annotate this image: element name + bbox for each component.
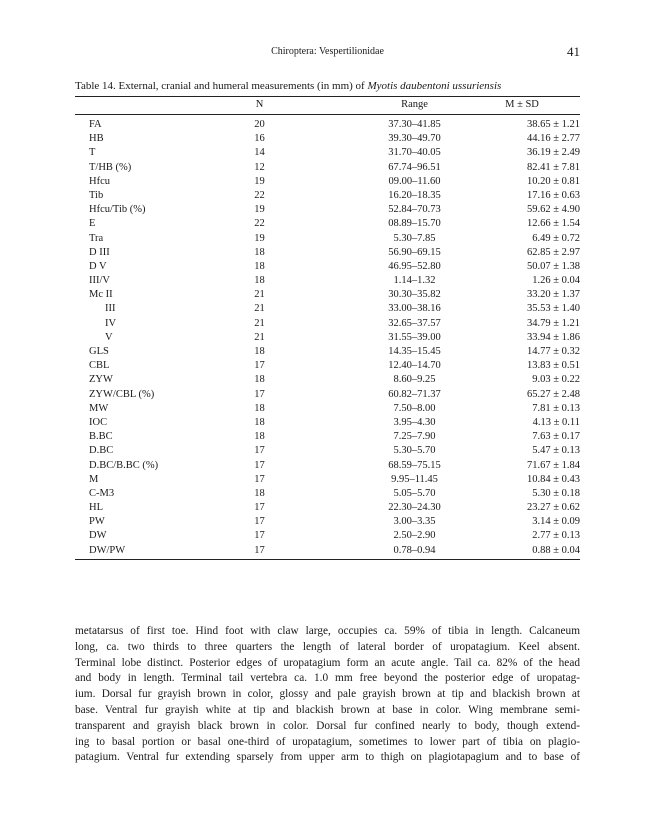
row-msd: 5.30 ± 0.18	[532, 487, 580, 499]
table-row	[75, 486, 580, 500]
row-n: 21	[254, 289, 265, 301]
row-n: 17	[254, 516, 265, 528]
body-line: patagium. Ventral fur extending sparsely from upper arm to thigh on plagiotapagium and to base of	[75, 751, 580, 764]
row-msd: 35.53 ± 1.40	[526, 303, 580, 315]
body-paragraph	[75, 624, 580, 766]
row-n: 18	[254, 374, 265, 386]
row-range: 46.95–52.80	[388, 260, 441, 272]
row-label: Hfcu/Tib (%)	[89, 204, 146, 216]
table-row	[75, 117, 580, 131]
table-row	[75, 216, 580, 230]
row-n: 17	[254, 544, 265, 556]
table-header-row	[75, 97, 580, 114]
measurements-table	[75, 96, 580, 560]
row-range: 3.95–4.30	[393, 416, 436, 428]
body-line: ing to basal portion or basal one-third of uropatagium, sometimes to lower part of tibia on plagio-	[75, 735, 580, 748]
row-range: 09.00–11.60	[388, 175, 441, 187]
row-msd: 44.16 ± 2.77	[526, 133, 580, 145]
row-range: 52.84–70.73	[388, 204, 441, 216]
row-n: 18	[254, 260, 265, 272]
row-msd: 82.41 ± 7.81	[526, 161, 580, 173]
body-line: transparent and grayish black brown in color. Dorsal fur confined nearly to body, though extend-	[75, 719, 580, 732]
table-row	[75, 145, 580, 159]
row-range: 68.59–75.15	[388, 459, 441, 471]
caption-species: Myotis daubentoni ussuriensis	[367, 80, 502, 92]
row-range: 31.70–40.05	[388, 147, 441, 159]
table-row	[75, 188, 580, 202]
row-range: 5.30–5.70	[393, 445, 436, 457]
header-msd: M ± SD	[505, 99, 539, 110]
row-range: 37.30–41.85	[388, 119, 441, 130]
row-label: D III	[89, 246, 110, 258]
table-row	[75, 273, 580, 287]
row-label: DW	[89, 530, 107, 542]
row-label: T/HB (%)	[89, 161, 132, 173]
row-label: Mc II	[89, 289, 113, 301]
body-line: ium. Dorsal fur grayish brown in color, glossy and pale grayish brown at tip and blackish brown at	[75, 688, 580, 701]
row-n: 19	[254, 204, 265, 216]
row-msd: 33.20 ± 1.37	[526, 289, 580, 301]
table-row	[75, 458, 580, 472]
row-msd: 38.65 ± 1.21	[526, 119, 580, 130]
table-row	[75, 387, 580, 401]
row-n: 18	[254, 402, 265, 414]
table-row	[75, 160, 580, 174]
table-row	[75, 415, 580, 429]
row-label: D V	[89, 260, 107, 272]
row-n: 18	[254, 487, 265, 499]
row-label: ZYW/CBL (%)	[89, 388, 155, 400]
row-label: M	[89, 473, 99, 485]
row-range: 5.05–5.70	[393, 487, 436, 499]
row-label: C-M3	[89, 487, 115, 499]
table-row	[75, 472, 580, 486]
running-title: Chiroptera: Vespertilionidae	[271, 46, 384, 57]
row-n: 20	[254, 119, 265, 130]
row-label: HL	[89, 502, 103, 514]
table-row	[75, 500, 580, 514]
row-label: PW	[89, 516, 105, 528]
row-label: D.BC	[89, 445, 114, 457]
row-label: B.BC	[89, 431, 113, 443]
row-range: 14.35–15.45	[388, 346, 441, 357]
row-n: 18	[254, 275, 265, 287]
row-n: 22	[254, 189, 265, 201]
row-range: 30.30–35.82	[388, 289, 441, 301]
row-label: MW	[89, 402, 109, 414]
table-row	[75, 131, 580, 145]
body-line: long, ca. two thirds to three quarters the length of lateral border of uropatagium. Keel absent.	[75, 640, 580, 653]
row-range: 39.30–49.70	[388, 133, 441, 145]
table-row	[75, 316, 580, 330]
row-range: 2.50–2.90	[393, 530, 436, 542]
row-range: 1.14–1.32	[393, 275, 436, 287]
row-range: 56.90–69.15	[388, 246, 441, 258]
table-caption	[75, 80, 585, 92]
row-msd: 5.47 ± 0.13	[532, 445, 580, 457]
table-row	[75, 514, 580, 528]
row-label: IV	[105, 317, 117, 329]
row-n: 19	[254, 175, 265, 187]
row-msd: 71.67 ± 1.84	[526, 459, 580, 471]
row-msd: 4.13 ± 0.11	[532, 416, 580, 428]
row-msd: 34.79 ± 1.21	[526, 317, 580, 329]
row-range: 5.30–7.85	[393, 232, 436, 244]
row-range: 67.74–96.51	[388, 161, 441, 173]
row-n: 18	[254, 416, 265, 428]
table-row	[75, 287, 580, 301]
row-msd: 50.07 ± 1.38	[526, 260, 580, 272]
row-n: 17	[254, 473, 265, 485]
row-label: CBL	[89, 360, 110, 372]
row-msd: 9.03 ± 0.22	[532, 374, 580, 386]
table-row	[75, 528, 580, 542]
table-row	[75, 443, 580, 457]
row-msd: 7.63 ± 0.17	[532, 431, 580, 443]
header-n: N	[255, 99, 264, 110]
row-msd: 10.20 ± 0.81	[526, 175, 580, 187]
row-label: Hfcu	[89, 175, 110, 187]
row-range: 33.00–38.16	[388, 303, 441, 315]
row-msd: 13.83 ± 0.51	[526, 360, 580, 372]
page-header	[75, 44, 580, 60]
row-range: 08.89–15.70	[388, 218, 441, 230]
row-label: V	[105, 331, 113, 343]
row-n: 17	[254, 445, 265, 457]
row-label: E	[89, 218, 96, 230]
table-row	[75, 372, 580, 386]
row-n: 17	[254, 388, 265, 400]
row-label: Tra	[89, 232, 104, 244]
body-line: and body in length. Terminal tail vertebra ca. 1.0 mm free beyond the posterior edge of uropatag-	[75, 672, 580, 685]
table-row	[75, 543, 580, 557]
row-msd: 59.62 ± 4.90	[526, 204, 580, 216]
row-msd: 0.88 ± 0.04	[532, 544, 580, 556]
row-n: 17	[254, 459, 265, 471]
table-row	[75, 174, 580, 188]
row-msd: 2.77 ± 0.13	[532, 530, 580, 542]
row-label: D.BC/B.BC (%)	[89, 459, 159, 471]
row-n: 22	[254, 218, 265, 230]
row-n: 21	[254, 303, 265, 315]
table-row	[75, 401, 580, 415]
row-range: 8.60–9.25	[393, 374, 436, 386]
row-range: 22.30–24.30	[388, 502, 441, 514]
row-range: 7.25–7.90	[393, 431, 436, 443]
row-msd: 62.85 ± 2.97	[526, 246, 580, 258]
row-range: 31.55–39.00	[388, 331, 441, 343]
row-range: 60.82–71.37	[388, 388, 441, 400]
row-label: DW/PW	[89, 544, 126, 556]
row-n: 16	[254, 133, 265, 145]
table-row	[75, 259, 580, 273]
table-row	[75, 330, 580, 344]
table-row	[75, 358, 580, 372]
row-n: 17	[254, 360, 265, 372]
row-label: T	[89, 147, 96, 159]
row-n: 19	[254, 232, 265, 244]
row-n: 18	[254, 246, 265, 258]
table-row	[75, 344, 580, 358]
row-n: 18	[254, 346, 265, 357]
row-msd: 10.84 ± 0.43	[526, 473, 580, 485]
row-label: III	[105, 303, 116, 315]
row-n: 14	[254, 147, 265, 159]
table-row	[75, 231, 580, 245]
row-n: 21	[254, 317, 265, 329]
row-msd: 12.66 ± 1.54	[526, 218, 580, 230]
row-label: FA	[89, 119, 102, 130]
row-n: 17	[254, 502, 265, 514]
row-label: ZYW	[89, 374, 113, 386]
row-n: 18	[254, 431, 265, 443]
table-row	[75, 245, 580, 259]
row-msd: 65.27 ± 2.48	[526, 388, 580, 400]
row-msd: 6.49 ± 0.72	[532, 232, 580, 244]
caption-prefix: Table 14. External, cranial and humeral measurements (in mm) of	[75, 80, 368, 92]
page-number: 41	[567, 44, 580, 59]
row-msd: 7.81 ± 0.13	[532, 402, 580, 414]
row-msd: 23.27 ± 0.62	[526, 502, 580, 514]
table-bottom-rule	[75, 559, 580, 560]
row-range: 9.95–11.45	[391, 473, 438, 485]
row-msd: 33.94 ± 1.86	[526, 331, 580, 343]
row-label: GLS	[89, 346, 109, 357]
row-range: 16.20–18.35	[388, 189, 441, 201]
row-range: 32.65–37.57	[388, 317, 441, 329]
row-n: 17	[254, 530, 265, 542]
body-line: base. Ventral fur grayish white at tip and blackish brown at base in color. Wing membrane semi-	[75, 703, 580, 716]
row-range: 12.40–14.70	[388, 360, 441, 372]
row-label: HB	[89, 133, 104, 145]
row-msd: 1.26 ± 0.04	[532, 275, 580, 287]
row-label: IOC	[89, 416, 108, 428]
body-line: metatarsus of first toe. Hind foot with claw large, occupies ca. 59% of tibia in length. Calcaneum	[75, 625, 580, 637]
table-row	[75, 202, 580, 216]
row-range: 3.00–3.35	[393, 516, 436, 528]
row-msd: 3.14 ± 0.09	[532, 516, 580, 528]
row-range: 0.78–0.94	[393, 544, 436, 556]
row-msd: 14.77 ± 0.32	[526, 346, 580, 357]
row-msd: 17.16 ± 0.63	[526, 189, 580, 201]
table-row	[75, 301, 580, 315]
header-range: Range	[401, 99, 428, 110]
table-body	[75, 115, 580, 559]
row-msd: 36.19 ± 2.49	[526, 147, 580, 159]
row-label: Tib	[89, 189, 104, 201]
row-range: 7.50–8.00	[393, 402, 436, 414]
body-line: Terminal lobe distinct. Posterior edges of uropatagium form an acute angle. Tail ca. 82% of the head	[75, 656, 580, 669]
row-n: 12	[254, 161, 265, 173]
row-label: III/V	[89, 275, 110, 287]
row-n: 21	[254, 331, 265, 343]
table-row	[75, 429, 580, 443]
